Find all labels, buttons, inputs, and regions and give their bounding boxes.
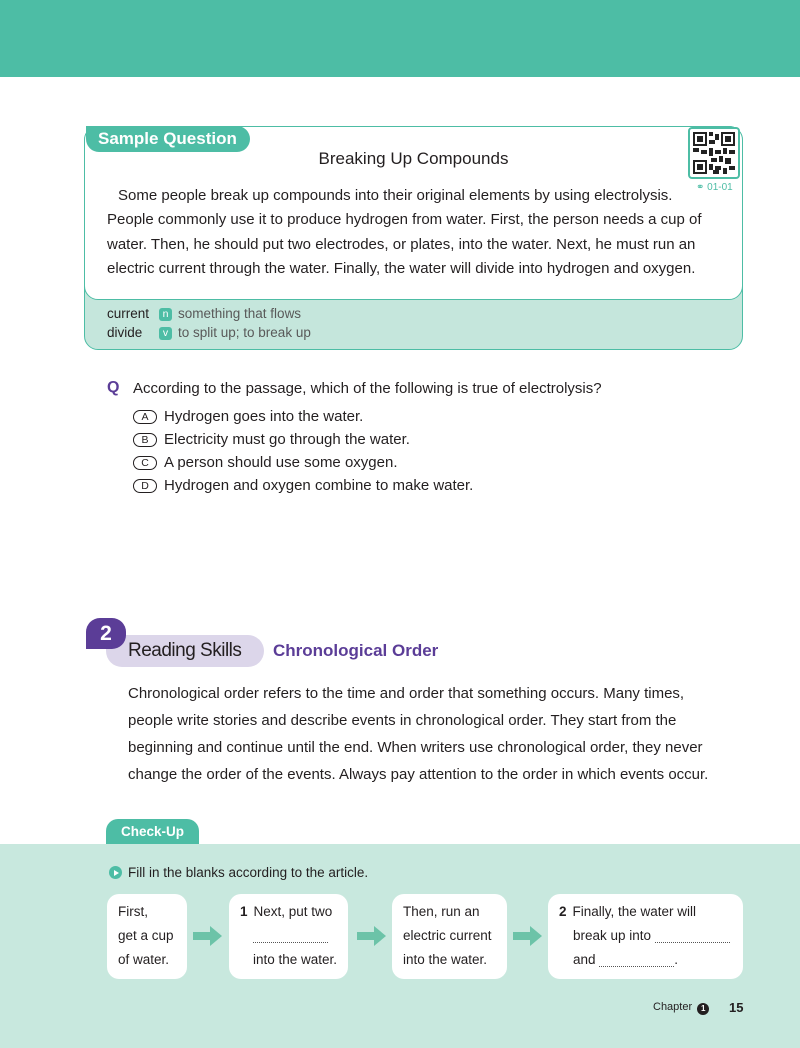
blank-input[interactable] bbox=[599, 951, 674, 967]
body-line: change the order of the events. Always pay attention to the order in which events occur. bbox=[128, 766, 709, 784]
vocab-word: current bbox=[107, 306, 150, 321]
checkup-instruction bbox=[109, 865, 368, 880]
passage-line: Some people break up compounds into their original elements by using electrolysis. bbox=[118, 187, 673, 204]
passage-line: electric current through the water. Finally, the water will divide into hydrogen and oxygen. bbox=[107, 259, 696, 277]
qr-code-icon[interactable] bbox=[688, 127, 740, 179]
part-of-speech-badge: v bbox=[159, 327, 172, 340]
body-line: people write stories and describe events in chronological order. They start from the bbox=[128, 712, 677, 730]
option-text: Hydrogen and oxygen combine to make water. bbox=[164, 477, 474, 494]
card-text: break up into bbox=[573, 928, 652, 943]
section-body bbox=[128, 680, 768, 788]
vocab-entry bbox=[107, 323, 311, 342]
card-line bbox=[559, 900, 743, 924]
vocab-definition: to split up; to break up bbox=[178, 325, 311, 340]
card-line: electric current bbox=[403, 928, 492, 943]
part-of-speech-badge: n bbox=[159, 308, 172, 321]
body-line: Chronological order refers to the time and order that something occurs. Many times, bbox=[128, 685, 685, 702]
vocab-definition: something that flows bbox=[178, 306, 302, 321]
vocab-word: divide bbox=[107, 325, 143, 340]
card-line: into the water. bbox=[403, 952, 488, 967]
chapter-text: Chapter bbox=[653, 1001, 693, 1013]
vocab-entry bbox=[107, 304, 301, 323]
chapter-number-badge: 1 bbox=[697, 1003, 709, 1015]
option-text: Hydrogen goes into the water. bbox=[164, 408, 364, 425]
card-line: First, bbox=[118, 904, 148, 919]
sample-question-tab: Sample Question bbox=[86, 126, 250, 152]
passage-title: Breaking Up Compounds bbox=[318, 149, 509, 168]
passage-line: People commonly use it to produce hydrogen from water. First, the person needs a cup of bbox=[107, 211, 702, 229]
answer-option-b[interactable] bbox=[133, 431, 410, 448]
sequence-card-3 bbox=[392, 894, 507, 979]
passage-line: water. Then, he should put two electrodes, or plates, into the water. Next, he must run an bbox=[107, 235, 696, 253]
play-icon bbox=[109, 866, 122, 879]
option-text: Electricity must go through the water. bbox=[164, 431, 410, 448]
headphones-icon: ⚭ bbox=[696, 182, 705, 193]
option-bubble[interactable]: B bbox=[133, 433, 157, 447]
option-bubble[interactable]: C bbox=[133, 456, 157, 470]
question-text: According to the passage, which of the following is true of electrolysis? bbox=[133, 380, 602, 397]
card-line bbox=[559, 924, 743, 948]
card-line bbox=[240, 900, 348, 924]
card-text: and bbox=[573, 952, 596, 967]
section-title: Reading Skills bbox=[106, 635, 264, 667]
checkup-tab: Check-Up bbox=[106, 819, 199, 845]
card-text: Next, put two bbox=[253, 904, 333, 919]
card-line bbox=[559, 948, 743, 972]
card-text: Finally, the water will bbox=[572, 904, 697, 919]
question-marker: Q bbox=[107, 379, 120, 396]
arrow-right-icon bbox=[357, 925, 387, 947]
arrow-right-icon bbox=[193, 925, 223, 947]
instruction-text: Fill in the blanks according to the article. bbox=[128, 865, 369, 880]
answer-option-c[interactable] bbox=[133, 454, 397, 471]
card-line: of water. bbox=[118, 952, 170, 967]
card-line: into the water. bbox=[253, 952, 338, 967]
arrow-right-icon bbox=[513, 925, 543, 947]
page-number: 15 bbox=[729, 1000, 744, 1015]
blank-input[interactable] bbox=[253, 927, 328, 943]
card-line: get a cup bbox=[118, 928, 174, 943]
card-line: Then, run an bbox=[403, 904, 480, 919]
sequence-card-2 bbox=[229, 894, 348, 979]
option-text: A person should use some oxygen. bbox=[164, 454, 398, 471]
card-text: . bbox=[674, 952, 679, 967]
blank-input[interactable] bbox=[655, 927, 730, 943]
section-subtitle: Chronological Order bbox=[273, 641, 439, 660]
blank-number: 1 bbox=[240, 904, 248, 919]
header-band bbox=[0, 0, 800, 77]
option-bubble[interactable]: D bbox=[133, 479, 157, 493]
answer-option-d[interactable] bbox=[133, 477, 473, 494]
sequence-card-4 bbox=[548, 894, 743, 979]
body-line: beginning and continue until the end. When writers use chronological order, they never bbox=[128, 739, 703, 757]
option-bubble[interactable]: A bbox=[133, 410, 157, 424]
answer-option-a[interactable] bbox=[133, 408, 363, 425]
passage-text bbox=[107, 184, 707, 281]
chapter-label bbox=[653, 1001, 709, 1015]
section-number-badge: 2 bbox=[86, 618, 126, 649]
card-line bbox=[240, 924, 348, 948]
sequence-card-1 bbox=[107, 894, 187, 979]
audio-track-number: 01-01 bbox=[707, 182, 733, 193]
blank-number: 2 bbox=[559, 904, 567, 919]
